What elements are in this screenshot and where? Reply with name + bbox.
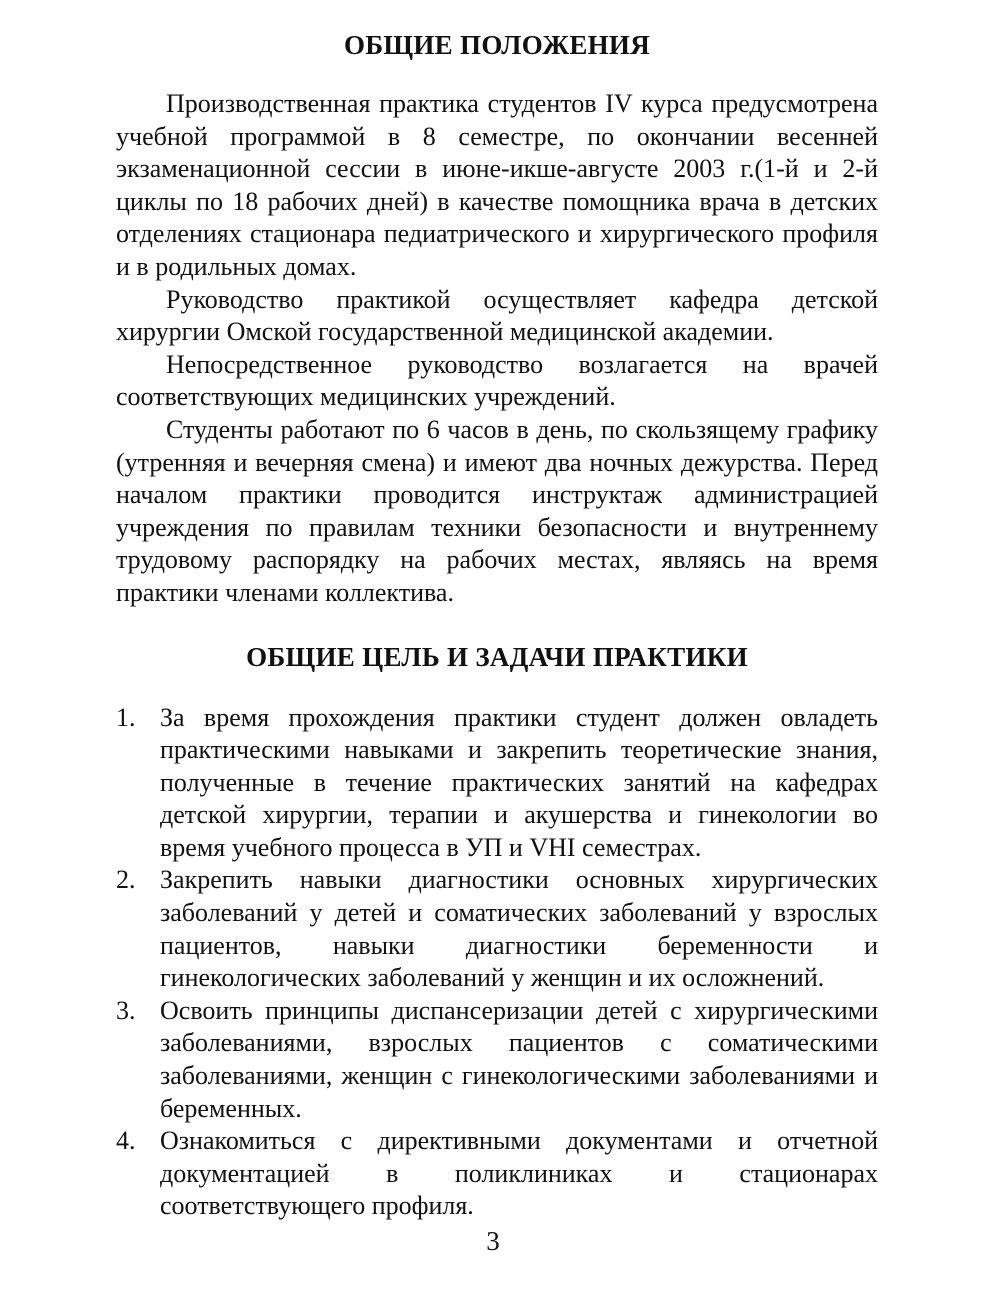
- document-page: [116, 28, 878, 1223]
- section-title-general-provisions: ОБЩИЕ ПОЛОЖЕНИЯ: [343, 30, 651, 60]
- list-item-text: За время прохождения практики студент должен овладеть практическими навыками и закрепить теоретические знания, полученные в течение практических занятий на кафедрах детской хирургии, терапии и акушерства и гинекологии во время учебного процесса в УП и VHI семестрах.: [160, 702, 878, 862]
- page-number: 3: [486, 1226, 500, 1256]
- list-item-text: Ознакомиться с директивными документами и отчетной документацией в поликлиниках и стационарах соответствующего профиля.: [160, 1126, 878, 1221]
- list-item-number: 1.: [116, 702, 136, 732]
- section-title-goals-tasks: ОБЩИЕ ЦЕЛЬ И ЗАДАЧИ ПРАКТИКИ: [246, 641, 748, 672]
- paragraph-direct-supervision: Непосредственное руководство возлагается на врачей соответствующих медицинских учреждений.: [116, 349, 878, 412]
- paragraph-practice-supervision: Руководство практикой осуществляет кафедра детской хирургии Омской государственной медицинской академии.: [116, 284, 878, 347]
- list-item: [116, 995, 878, 1125]
- goals-list: [116, 702, 878, 1224]
- paragraph-practice-schedule: Производственная практика студентов IV курса предусмотрена учебной программой в 8 семестре, по окончании весенней экзаменационной сессии в июне-икше-августе 2003 г.(1-й и 2-й циклы по 18 рабочих дней) в качестве помощника врача в детских отделениях стационара педиатрического и хирургического профиля и в родильных домах.: [116, 89, 878, 281]
- list-item: [116, 702, 878, 865]
- list-item-number: 3.: [116, 995, 136, 1025]
- list-item: [116, 1125, 878, 1223]
- list-item-number: 4.: [116, 1126, 136, 1156]
- list-item: [116, 864, 878, 994]
- list-item-text: Освоить принципы диспансеризации детей с хирургическими заболеваниями, взрослых пациентов с соматическими заболеваниями, женщин с гинекологическими заболеваниями и беременных.: [160, 995, 878, 1123]
- paragraph-work-hours: Студенты работают по 6 часов в день, по скользящему графику (утренняя и вечерняя смена) и имеют два ночных дежурства. Перед началом практики проводится инструктаж администрацией учреждения по правилам техники безопасности и внутреннему трудовому распорядку на рабочих местах, являясь на время практики членами коллектива.: [116, 414, 878, 607]
- list-item-number: 2.: [116, 865, 136, 895]
- list-item-text: Закрепить навыки диагностики основных хирургических заболеваний у детей и соматических заболеваний у взрослых пациентов, навыки диагностики беременности и гинекологических заболеваний у женщин и их осложнений.: [160, 865, 878, 993]
